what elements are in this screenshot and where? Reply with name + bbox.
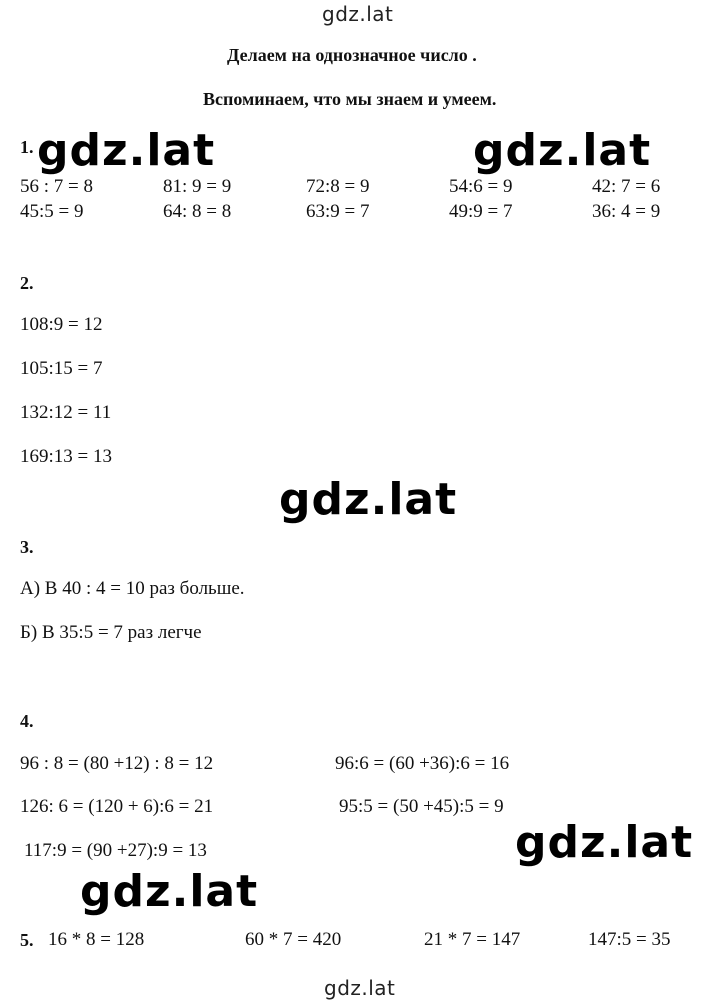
- task4-right-line: 95:5 = (50 +45):5 = 9: [339, 796, 504, 817]
- task3-number: 3.: [20, 537, 34, 557]
- watermark-big: gdz.lat: [473, 125, 652, 176]
- task3-line: А) В 40 : 4 = 10 раз больше.: [20, 578, 245, 599]
- task4-right-line: 96:6 = (60 +36):6 = 16: [335, 753, 510, 774]
- task1-expression: 54:6 = 9: [449, 176, 513, 197]
- task3-line: Б) В 35:5 = 7 раз легче: [20, 622, 202, 643]
- page-title: Делаем на однозначное число .: [227, 45, 477, 65]
- watermark-bottom: gdz.lat: [324, 976, 396, 1000]
- task5-expression: 21 * 7 = 147: [424, 929, 521, 950]
- task5-expression: 147:5 = 35: [588, 929, 671, 950]
- task4-left-line: 96 : 8 = (80 +12) : 8 = 12: [20, 753, 214, 774]
- task4-left-line: 126: 6 = (120 + 6):6 = 21: [20, 796, 214, 817]
- task2-number: 2.: [20, 273, 34, 293]
- task5-number: 5.: [20, 930, 34, 950]
- task1-expression: 72:8 = 9: [306, 176, 370, 197]
- task2-line: 169:13 = 13: [20, 446, 112, 467]
- task5-expression: 60 * 7 = 420: [245, 929, 342, 950]
- task1-expression: 36: 4 = 9: [592, 201, 661, 222]
- watermark-big: gdz.lat: [515, 817, 694, 868]
- task1-number: 1.: [20, 137, 34, 157]
- watermark-top: gdz.lat: [322, 2, 394, 26]
- watermark-big: gdz.lat: [279, 474, 458, 525]
- task2-line: 108:9 = 12: [20, 314, 103, 335]
- task1-expression: 49:9 = 7: [449, 201, 513, 222]
- task4-left-line: 117:9 = (90 +27):9 = 13: [24, 840, 207, 861]
- task2-line: 132:12 = 11: [20, 402, 112, 423]
- task4-number: 4.: [20, 711, 34, 731]
- watermark-big: gdz.lat: [37, 125, 216, 176]
- watermark-big: gdz.lat: [80, 866, 259, 917]
- task2-line: 105:15 = 7: [20, 358, 103, 379]
- page-subtitle: Вспоминаем, что мы знаем и умеем.: [203, 89, 497, 109]
- task1-expression: 63:9 = 7: [306, 201, 370, 222]
- task5-expression: 16 * 8 = 128: [48, 929, 145, 950]
- task1-expression: 45:5 = 9: [20, 201, 84, 222]
- task1-expression: 42: 7 = 6: [592, 176, 661, 197]
- task1-expression: 81: 9 = 9: [163, 176, 232, 197]
- task1-expression: 64: 8 = 8: [163, 201, 232, 222]
- task1-expression: 56 : 7 = 8: [20, 176, 93, 197]
